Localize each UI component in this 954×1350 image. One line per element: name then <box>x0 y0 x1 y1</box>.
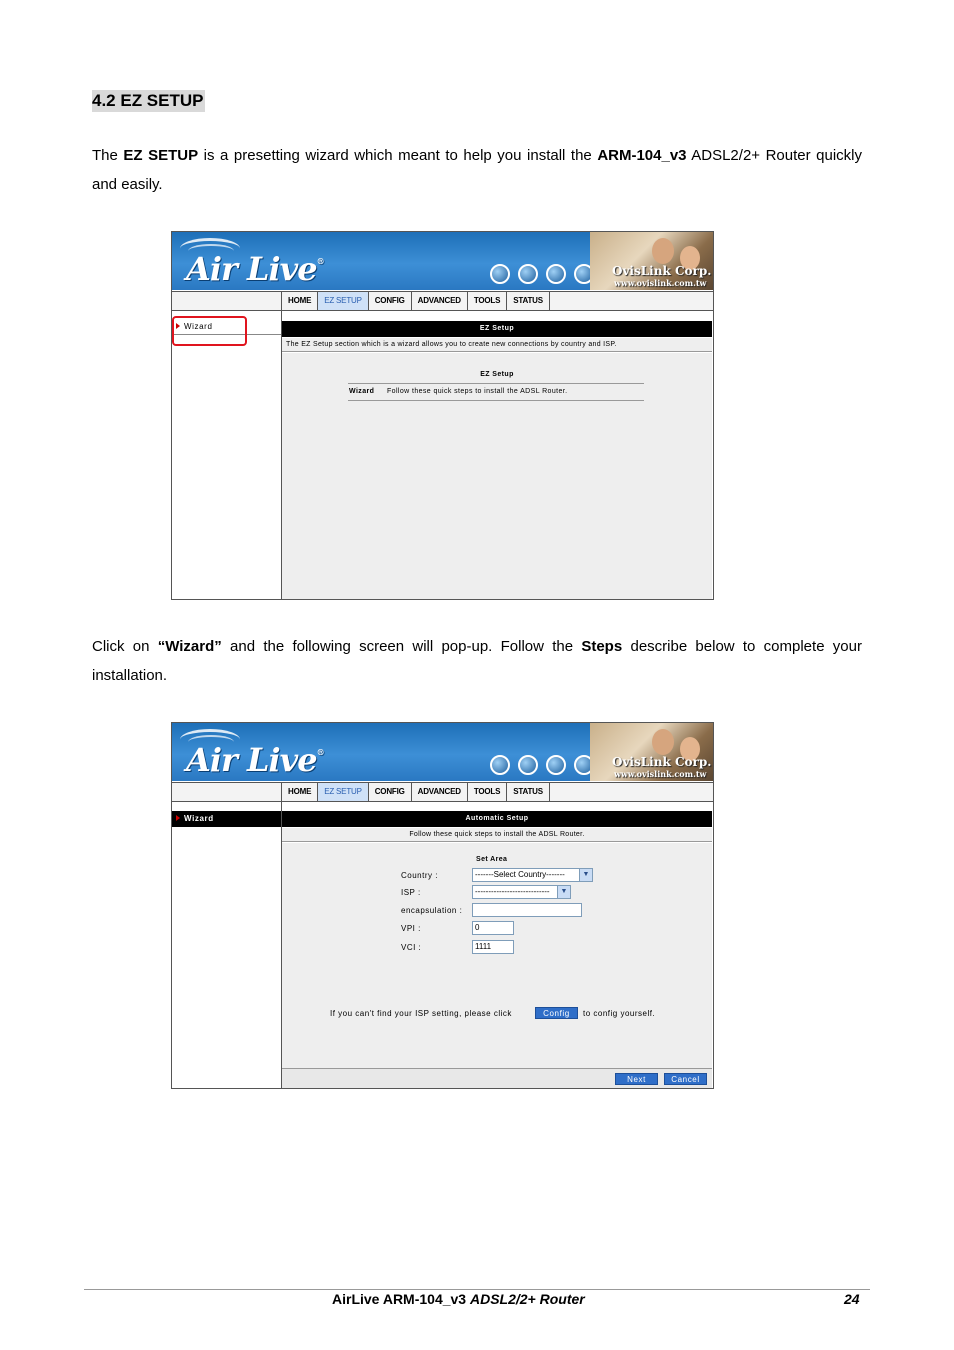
globe-icon <box>518 755 538 775</box>
chevron-down-icon: ▼ <box>557 886 570 898</box>
nav-tools[interactable]: TOOLS <box>468 292 507 310</box>
cancel-button[interactable]: Cancel <box>664 1073 707 1085</box>
hint-text: If you can't find your ISP setting, please click <box>330 1009 512 1018</box>
airlive-banner <box>172 232 713 290</box>
section-description: The EZ Setup section which is a wizard allows you to create new connections by country and ISP. <box>282 338 712 352</box>
nav-config[interactable]: CONFIG <box>369 783 412 801</box>
ovislink-brand: OvisLink Corp. <box>612 264 712 278</box>
country-label: Country : <box>401 871 438 880</box>
sidebar <box>172 802 282 1088</box>
section-title-bar: Automatic Setup <box>282 811 712 827</box>
vpi-label: VPI : <box>401 924 421 933</box>
content-area <box>282 353 712 599</box>
automatic-setup-screenshot <box>171 722 714 1089</box>
ovislink-url: www.ovislink.com.tw <box>614 278 707 288</box>
nav-ez-setup[interactable]: EZ SETUP <box>318 292 369 310</box>
nav-tools[interactable]: TOOLS <box>468 783 507 801</box>
ez-setup-screenshot <box>171 231 714 600</box>
arrow-right-icon <box>176 815 180 821</box>
encapsulation-label: encapsulation : <box>401 906 463 915</box>
nav-advanced[interactable]: ADVANCED <box>412 783 468 801</box>
main-panel <box>282 802 713 1088</box>
vci-field[interactable]: 1111 <box>472 940 514 954</box>
vpi-field[interactable]: 0 <box>472 921 514 935</box>
globe-icon <box>546 755 566 775</box>
main-panel <box>282 311 713 599</box>
form-title: Set Area <box>476 856 508 863</box>
nav-status[interactable]: STATUS <box>507 783 550 801</box>
isp-label: ISP : <box>401 888 421 897</box>
nav-config[interactable]: CONFIG <box>369 292 412 310</box>
nav-home[interactable]: HOME <box>282 783 318 801</box>
globe-icon <box>490 755 510 775</box>
next-button[interactable]: Next <box>615 1073 658 1085</box>
wizard-row-label[interactable]: Wizard <box>349 388 375 395</box>
highlight-box <box>172 316 247 346</box>
ovislink-url: www.ovislink.com.tw <box>614 769 707 779</box>
section-subtitle: Follow these quick steps to install the ADSL Router. <box>282 828 712 842</box>
section-title-bar: EZ Setup <box>282 321 712 337</box>
nav-advanced[interactable]: ADVANCED <box>412 292 468 310</box>
globe-icon <box>490 264 510 284</box>
content-area <box>282 843 712 1068</box>
sidebar-item-wizard[interactable]: Wizard <box>172 811 281 827</box>
globe-icon <box>518 264 538 284</box>
intro-paragraph: The EZ SETUP is a presetting wizard which meant to help you install the ARM-104_v3 ADSL2/2+ Router quickly and easily. <box>92 147 862 193</box>
encapsulation-field[interactable] <box>472 903 582 917</box>
wizard-row-text: Follow these quick steps to install the ADSL Router. <box>387 388 568 395</box>
sidebar <box>172 311 282 599</box>
footer-page-number: 24 <box>844 1291 860 1307</box>
airlive-banner <box>172 723 713 781</box>
sidebar-item-wizard[interactable]: Wizard <box>172 319 281 335</box>
ovislink-brand: OvisLink Corp. <box>612 755 712 769</box>
airlive-logo: Air Live® <box>186 250 324 288</box>
config-button[interactable]: Config <box>535 1007 578 1019</box>
nav-home[interactable]: HOME <box>282 292 318 310</box>
nav-status[interactable]: STATUS <box>507 292 550 310</box>
country-select[interactable]: -------Select Country------- ▼ <box>472 868 593 882</box>
click-paragraph: Click on “Wizard” and the following screen will pop-up. Follow the Steps describe below to complete your installation. <box>92 638 862 684</box>
globe-icon <box>546 264 566 284</box>
footer-product: AirLive ARM-104_v3 ADSL2/2+ Router <box>332 1291 585 1307</box>
top-nav <box>172 291 713 311</box>
hint-text-after: to config yourself. <box>583 1009 656 1018</box>
globe-icons <box>490 264 594 284</box>
section-heading: 4.2 EZ SETUP <box>92 91 204 110</box>
top-nav <box>172 782 713 802</box>
button-bar <box>282 1068 712 1089</box>
vci-label: VCI : <box>401 943 422 952</box>
airlive-logo: Air Live® <box>186 741 324 779</box>
table-title: EZ Setup <box>480 371 514 378</box>
nav-ez-setup[interactable]: EZ SETUP <box>318 783 369 801</box>
globe-icons <box>490 755 594 775</box>
isp-select[interactable]: ---------------------------- ▼ <box>472 885 571 899</box>
chevron-down-icon: ▼ <box>579 869 592 881</box>
